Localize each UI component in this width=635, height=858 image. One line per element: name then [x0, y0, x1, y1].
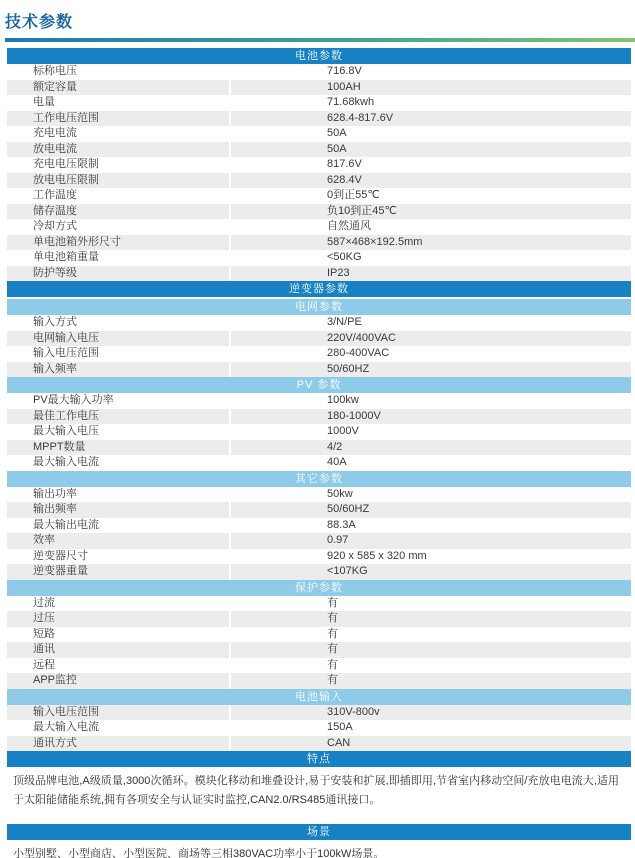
row-value: 280-400VAC [327, 347, 390, 359]
table-row [7, 440, 631, 456]
row-value: 817.6V [327, 158, 362, 170]
row-label: 输出功率 [33, 487, 77, 500]
row-label: 输入频率 [7, 362, 229, 378]
row-value: 1000V [327, 425, 359, 437]
section-paragraph: 小型别墅、小型商店、小型医院、商场等三相380VAC功率小于100kW场景。 [13, 848, 385, 858]
row-value: 有 [327, 658, 338, 671]
table-row [7, 736, 631, 752]
section-header: 其它参数 [7, 471, 631, 487]
section-header: 场景 [7, 824, 631, 840]
row-value: 71.68kwh [327, 96, 375, 108]
row-label: 最佳工作电压 [7, 409, 229, 425]
row-label: 放电电流 [7, 142, 229, 158]
row-value: 310V-800v [231, 705, 631, 721]
table-row [7, 235, 631, 251]
row-label: 工作电压范围 [7, 111, 229, 127]
table-row [7, 596, 631, 612]
row-value: 220V/400VAC [231, 331, 631, 347]
row-value: 50/60HZ [231, 362, 631, 378]
table-row [7, 533, 631, 549]
row-label: APP监控 [7, 673, 229, 689]
table-row [7, 362, 631, 378]
table-row [7, 188, 631, 204]
row-label: 单电池箱重量 [33, 251, 99, 263]
row-value: 50A [231, 142, 631, 158]
table-row [7, 658, 631, 674]
page-title: 技术参数 [5, 14, 74, 31]
row-value: 有 [231, 611, 631, 627]
table-row [7, 315, 631, 331]
row-label: MPPT数量 [7, 440, 229, 456]
row-label: 工作温度 [33, 189, 77, 201]
table-row [7, 549, 631, 565]
table-row [7, 518, 631, 534]
row-value: 50A [327, 127, 347, 139]
row-value: 50kw [327, 487, 353, 500]
table-row [7, 564, 631, 580]
row-label: 充电电压限制 [33, 158, 99, 170]
table-row [7, 424, 631, 440]
table-row [7, 455, 631, 471]
table-row [7, 173, 631, 189]
row-value: 有 [327, 627, 338, 640]
row-value: 40A [327, 456, 347, 468]
row-value: 有 [231, 642, 631, 658]
row-value: 628.4-817.6V [231, 111, 631, 127]
row-label: PV最大输入功率 [33, 394, 114, 406]
row-value: 150A [327, 721, 353, 733]
row-label: 防护等级 [7, 266, 229, 282]
section-header: PV 参数 [7, 377, 631, 393]
row-label: 逆变器尺寸 [33, 549, 88, 562]
row-value: 716.8V [327, 65, 362, 77]
table-row [7, 502, 631, 518]
row-label: 输入电压范围 [33, 347, 99, 359]
row-label: 储存温度 [7, 204, 229, 220]
row-value: <50KG [327, 251, 362, 263]
row-value: 自然通风 [327, 220, 371, 232]
table-row [7, 627, 631, 643]
row-value: 920 x 585 x 320 mm [327, 549, 427, 562]
row-label: 短路 [33, 627, 55, 640]
row-value: 3/N/PE [327, 316, 362, 328]
row-label: 最大输入电流 [33, 456, 99, 468]
table-row [7, 157, 631, 173]
row-label: 最大输入电压 [33, 425, 99, 437]
table-row [7, 720, 631, 736]
row-label: 过压 [7, 611, 229, 627]
row-value: 180-1000V [231, 409, 631, 425]
row-label: 最大输出电流 [33, 518, 99, 531]
section-header: 保护参数 [7, 580, 631, 596]
section-header: 特点 [7, 751, 631, 767]
row-value: 628.4V [231, 173, 631, 189]
row-value: <107KG [231, 564, 631, 580]
row-label: 输入电压范围 [7, 705, 229, 721]
row-value: 有 [327, 596, 338, 609]
row-value: 4/2 [231, 440, 631, 456]
row-value: 88.3A [327, 518, 356, 531]
table-row [7, 611, 631, 627]
spec-table [7, 48, 631, 858]
row-label: 额定容量 [7, 80, 229, 96]
row-label: 放电电压限制 [7, 173, 229, 189]
row-value: CAN [231, 736, 631, 752]
row-label: 通讯方式 [7, 736, 229, 752]
row-value: 50/60HZ [231, 502, 631, 518]
row-label: 单电池箱外形尺寸 [7, 235, 229, 251]
section-header: 电池参数 [7, 48, 631, 64]
row-value: 有 [231, 673, 631, 689]
row-label: 效率 [7, 533, 229, 549]
table-row [7, 142, 631, 158]
row-label: 输出频率 [7, 502, 229, 518]
row-label: 过流 [33, 596, 55, 609]
table-row [7, 126, 631, 142]
table-row [7, 673, 631, 689]
row-label: 电网输入电压 [7, 331, 229, 347]
section-header: 电网参数 [7, 299, 631, 315]
table-row [7, 642, 631, 658]
table-row [7, 111, 631, 127]
table-row [7, 95, 631, 111]
table-row [7, 409, 631, 425]
section-header: 逆变器参数 [7, 281, 631, 297]
row-value: 0.97 [231, 533, 631, 549]
row-label: 冷却方式 [33, 220, 77, 232]
title-divider-gradient-bar [5, 38, 635, 42]
row-label: 通讯 [7, 642, 229, 658]
row-value: 587×468×192.5mm [231, 235, 631, 251]
row-label: 逆变器重量 [7, 564, 229, 580]
table-row [7, 331, 631, 347]
row-label: 电量 [33, 96, 55, 108]
row-value: 0到正55℃ [327, 189, 380, 201]
section-header: 电池输入 [7, 689, 631, 705]
row-label: 最大输入电流 [33, 721, 99, 733]
row-label: 标称电压 [33, 65, 77, 77]
section-paragraph: 顶级品牌电池,A级质量,3000次循环。模块化移动和堆叠设计,易于安装和扩展,即插即用,节省室内移动空间/充放电电流大,适用于太阳能储能系统,拥有各项安全与认证实时监控,CAN2.0/RS485通讯接口。 [13, 775, 619, 806]
row-label: 充电电流 [33, 127, 77, 139]
row-label: 输入方式 [33, 316, 77, 328]
table-row [7, 346, 631, 362]
table-row [7, 393, 631, 409]
row-value: 100kw [327, 394, 359, 406]
row-label: 远程 [33, 658, 55, 671]
table-row [7, 204, 631, 220]
row-value: 负10到正45℃ [231, 204, 631, 220]
table-row [7, 705, 631, 721]
table-row [7, 250, 631, 266]
table-row [7, 487, 631, 503]
table-row [7, 266, 631, 282]
row-value: IP23 [231, 266, 631, 282]
table-row [7, 80, 631, 96]
row-value: 100AH [231, 80, 631, 96]
table-row [7, 64, 631, 80]
table-row [7, 219, 631, 235]
